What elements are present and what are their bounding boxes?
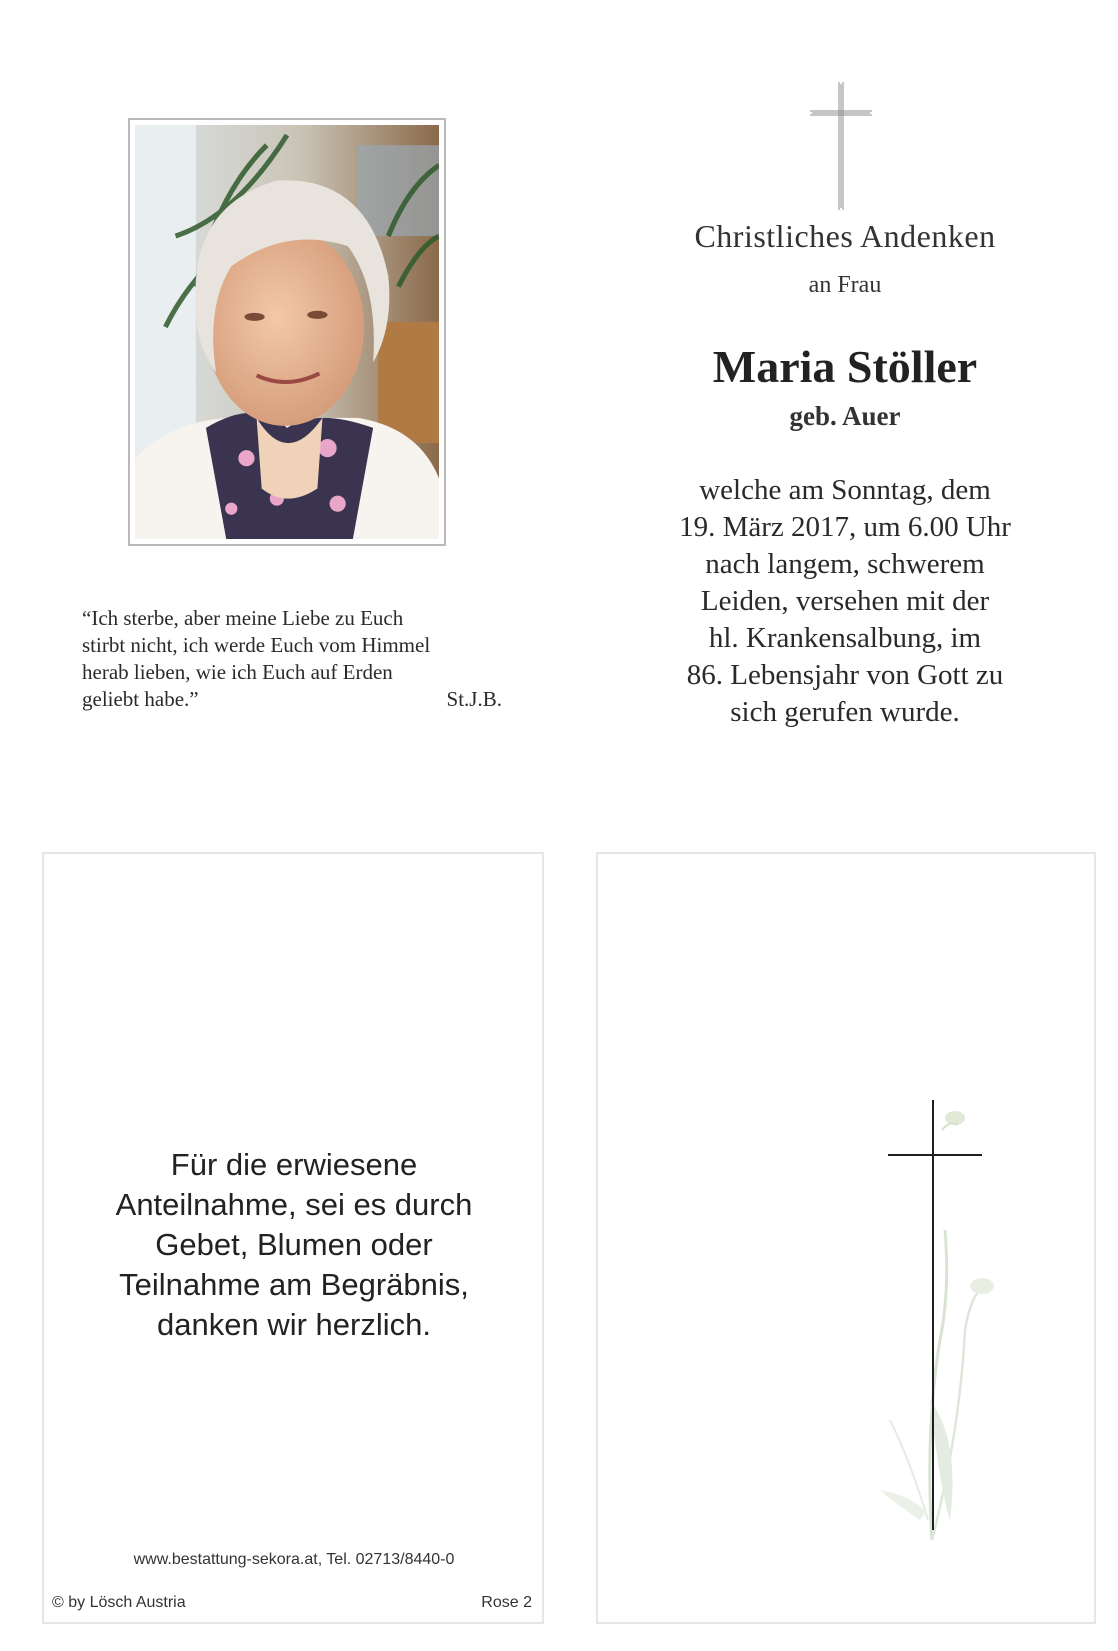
thanks-line: Teilnahme am Begräbnis, <box>119 1267 469 1302</box>
quote-line: herab lieben, wie ich Euch auf Erden <box>82 660 393 684</box>
card-subheading: an Frau <box>808 272 882 298</box>
thanks-line: Gebet, Blumen oder <box>155 1227 433 1262</box>
portrait-photo <box>128 118 446 546</box>
card-heading: Christliches Andenken <box>694 218 996 254</box>
thanks-line: Für die erwiesene <box>170 1147 418 1182</box>
thanks-line: danken wir herzlich. <box>157 1307 431 1342</box>
obituary-line: 86. Lebensjahr von Gott zu <box>686 659 1004 691</box>
obituary-line: Leiden, versehen mit der <box>700 585 990 617</box>
cross-with-flower-icon <box>870 1100 1000 1560</box>
quote-line: geliebt habe.” <box>82 687 199 711</box>
copyright-notice: © by Lösch Austria <box>52 1594 186 1611</box>
portrait-image <box>135 125 439 539</box>
obituary-line: 19. März 2017, um 6.00 Uhr <box>679 511 1011 543</box>
maiden-name: geb. Auer <box>789 401 901 431</box>
deceased-name: Maria Stöller <box>712 341 978 392</box>
design-name: Rose 2 <box>481 1594 532 1611</box>
funeral-home-contact: www.bestattung-sekora.at, Tel. 02713/8440-0 <box>133 1551 455 1568</box>
quote-line: stirbt nicht, ich werde Euch vom Himmel <box>82 633 431 657</box>
quote-attribution: St.J.B. <box>446 687 502 711</box>
cross-panel <box>596 852 1096 1624</box>
obituary-line: welche am Sonntag, dem <box>699 474 991 506</box>
obituary-line: nach langem, schwerem <box>705 548 985 580</box>
obituary-text <box>620 472 1070 731</box>
quote <box>82 605 502 713</box>
cross-icon <box>810 82 872 210</box>
thanks-line: Anteilnahme, sei es durch <box>115 1187 473 1222</box>
obituary-line: hl. Krankensalbung, im <box>708 622 982 654</box>
obituary-line: sich gerufen wurde. <box>730 696 960 728</box>
quote-line: “Ich sterbe, aber meine Liebe zu Euch <box>82 606 404 630</box>
thanks-text <box>60 1145 528 1345</box>
